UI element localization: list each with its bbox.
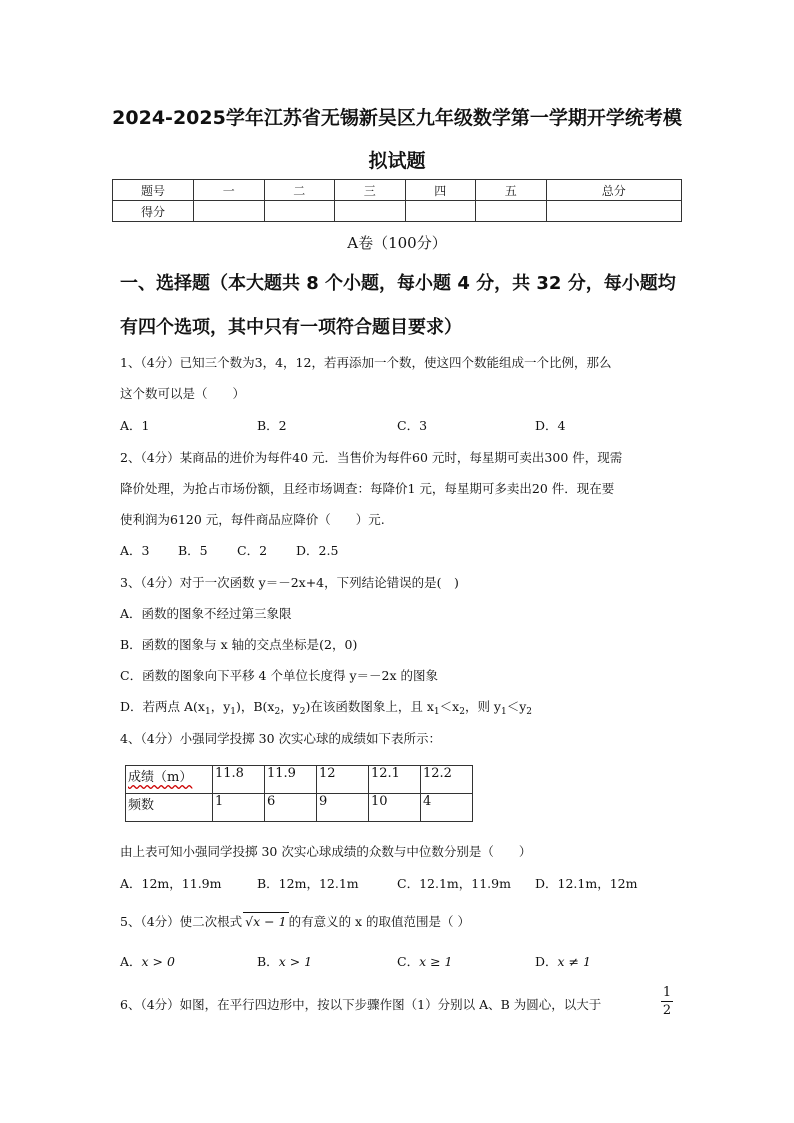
q3-d-subscript: 2 <box>459 707 465 717</box>
q3-d-text: ＜x <box>439 699 460 714</box>
q3-d-text: )，B(x <box>235 699 275 714</box>
score-cell <box>194 201 265 222</box>
q4-question: 由上表可知小强同学投掷 30 次实心球成绩的众数与中位数分别是（ ） <box>120 844 532 859</box>
score-header-cell: 三 <box>335 180 406 201</box>
q3-d-subscript: 1 <box>433 707 440 717</box>
q5-option-b <box>257 953 312 971</box>
q4-cell: 11.9 <box>265 766 317 794</box>
q5-option-d <box>535 953 591 971</box>
q2-stem-line1: 2、（4分）某商品的进价为每件40 元．当售价为每件60 元时，每星期可卖出300 件，现需 <box>120 450 623 465</box>
q2-stem-line3: 使利润为6120 元，每件商品应降价（ ）元. <box>120 512 385 527</box>
q3-option-a: A．函数的图象不经过第三象限 <box>120 606 292 621</box>
option-letter: B． <box>257 954 279 969</box>
section-heading-line2: 有四个选项，其中只有一项符合题目要求） <box>120 317 462 338</box>
q4-stem: 4、（4分）小强同学投掷 30 次实心球的成绩如下表所示： <box>120 731 442 746</box>
score-header-cell: 五 <box>476 180 547 201</box>
score-table <box>112 179 682 222</box>
q1-option-b: B．2 <box>257 418 287 433</box>
q4-cell: 12 <box>317 766 369 794</box>
q3-d-text: ，则 y <box>464 699 501 714</box>
q1-stem-line2: 这个数可以是（ ） <box>120 386 246 401</box>
q3-d-text: D．若两点 A(x <box>120 699 205 714</box>
option-letter: A． <box>120 954 142 969</box>
q2-option-a: A．3 <box>120 543 150 558</box>
q4-option-a: A．12m，11.9m <box>120 876 222 891</box>
q3-d-text: ，y <box>210 699 231 714</box>
q4-option-b: B．12m，12.1m <box>257 876 359 891</box>
q5-radicand: x − 1 <box>253 914 287 929</box>
score-header-cell: 一 <box>194 180 265 201</box>
table-row <box>126 794 473 822</box>
option-expression: x ≥ 1 <box>419 954 453 969</box>
q4-cell: 9 <box>317 794 369 822</box>
q5-option-a <box>120 953 175 971</box>
q3-option-c: C．函数的图象向下平移 4 个单位长度得 y＝－2x 的图象 <box>120 668 438 683</box>
q4-row-label-text: 成绩（m） <box>128 770 193 785</box>
q1-option-d: D．4 <box>535 418 566 433</box>
q3-option-d <box>120 698 532 721</box>
q4-data-table <box>125 765 473 822</box>
q4-cell: 10 <box>369 794 421 822</box>
score-header-cell: 二 <box>264 180 335 201</box>
score-table-score-row <box>113 201 682 222</box>
q3-d-subscript: 2 <box>274 707 281 717</box>
radical-sign-icon: √ <box>245 914 254 929</box>
q5-stem-text: 的有意义的 x 的取值范围是（ ） <box>288 914 471 929</box>
q5-stem <box>120 912 470 931</box>
q1-option-a: A．1 <box>120 418 150 433</box>
q3-option-b: B．函数的图象与 x 轴的交点坐标是(2，0) <box>120 637 358 652</box>
q3-stem: 3、（4分）对于一次函数 y＝－2x+4，下列结论错误的是( ) <box>120 575 459 590</box>
score-row-label: 得分 <box>113 201 194 222</box>
q4-cell: 4 <box>421 794 473 822</box>
q1-stem-line1: 1、（4分）已知三个数为3，4，12，若再添加一个数，使这四个数能组成一个比例，那么 <box>120 355 612 370</box>
score-header-cell: 总分 <box>546 180 682 201</box>
q6-stem: 6、（4分）如图，在平行四边形中，按以下步骤作图（1）分别以 A、B 为圆心，以大于 <box>120 997 602 1012</box>
q4-cell: 6 <box>265 794 317 822</box>
table-row <box>126 766 473 794</box>
q4-row-label <box>126 766 213 794</box>
section-heading-line1: 一、选择题（本大题共 8 个小题，每小题 4 分，共 32 分，每小题均 <box>120 273 676 294</box>
option-expression: x > 0 <box>141 954 175 969</box>
q4-cell: 1 <box>213 794 265 822</box>
score-table-header-row <box>113 180 682 201</box>
q2-option-b: B．5 <box>178 543 208 558</box>
q4-option-c: C．12.1m，11.9m <box>397 876 511 891</box>
q4-cell: 12.2 <box>421 766 473 794</box>
q3-d-subscript: 1 <box>501 707 507 717</box>
fraction-denominator: 2 <box>662 1003 672 1018</box>
q3-d-text: ，y <box>280 699 300 714</box>
score-header-cell: 题号 <box>113 180 194 201</box>
q4-option-d: D．12.1m，12m <box>535 876 638 891</box>
exam-title-line2: 拟试题 <box>368 150 426 172</box>
q3-d-text: ＜y <box>506 699 527 714</box>
q3-d-subscript: 1 <box>204 707 211 717</box>
score-header-cell: 四 <box>405 180 476 201</box>
q3-d-subscript: 1 <box>230 707 236 717</box>
fraction-bar <box>661 1001 673 1002</box>
q2-stem-line2: 降价处理，为抢占市场份额，且经市场调查：每降价1 元，每星期可多卖出20 件．现在要 <box>120 481 615 496</box>
q3-d-subscript: 2 <box>299 707 306 717</box>
q2-option-c: C．2 <box>237 543 268 558</box>
score-cell <box>335 201 406 222</box>
q5-option-c <box>397 953 453 971</box>
score-cell <box>476 201 547 222</box>
option-expression: x ≠ 1 <box>557 954 591 969</box>
q5-stem-text: 5、（4分）使二次根式 <box>120 914 243 929</box>
volume-heading: A卷（100分） <box>347 234 447 252</box>
q3-d-subscript: 2 <box>526 707 533 717</box>
score-cell <box>405 201 476 222</box>
option-letter: D． <box>535 954 558 969</box>
score-cell <box>264 201 335 222</box>
fraction-numerator: 1 <box>662 985 672 1000</box>
exam-title-line1: 2024-2025学年江苏省无锡新吴区九年级数学第一学期开学统考模 <box>112 107 682 129</box>
score-cell <box>546 201 682 222</box>
q4-row-label: 频数 <box>126 794 213 822</box>
square-root <box>243 912 288 931</box>
q4-cell: 11.8 <box>213 766 265 794</box>
option-letter: C． <box>397 954 420 969</box>
q4-cell: 12.1 <box>369 766 421 794</box>
q3-d-text: )在该函数图象上，且 x <box>305 699 434 714</box>
q1-option-c: C．3 <box>397 418 428 433</box>
fraction-one-half <box>661 985 673 1018</box>
option-expression: x > 1 <box>278 954 313 969</box>
q2-option-d: D．2.5 <box>296 543 339 558</box>
